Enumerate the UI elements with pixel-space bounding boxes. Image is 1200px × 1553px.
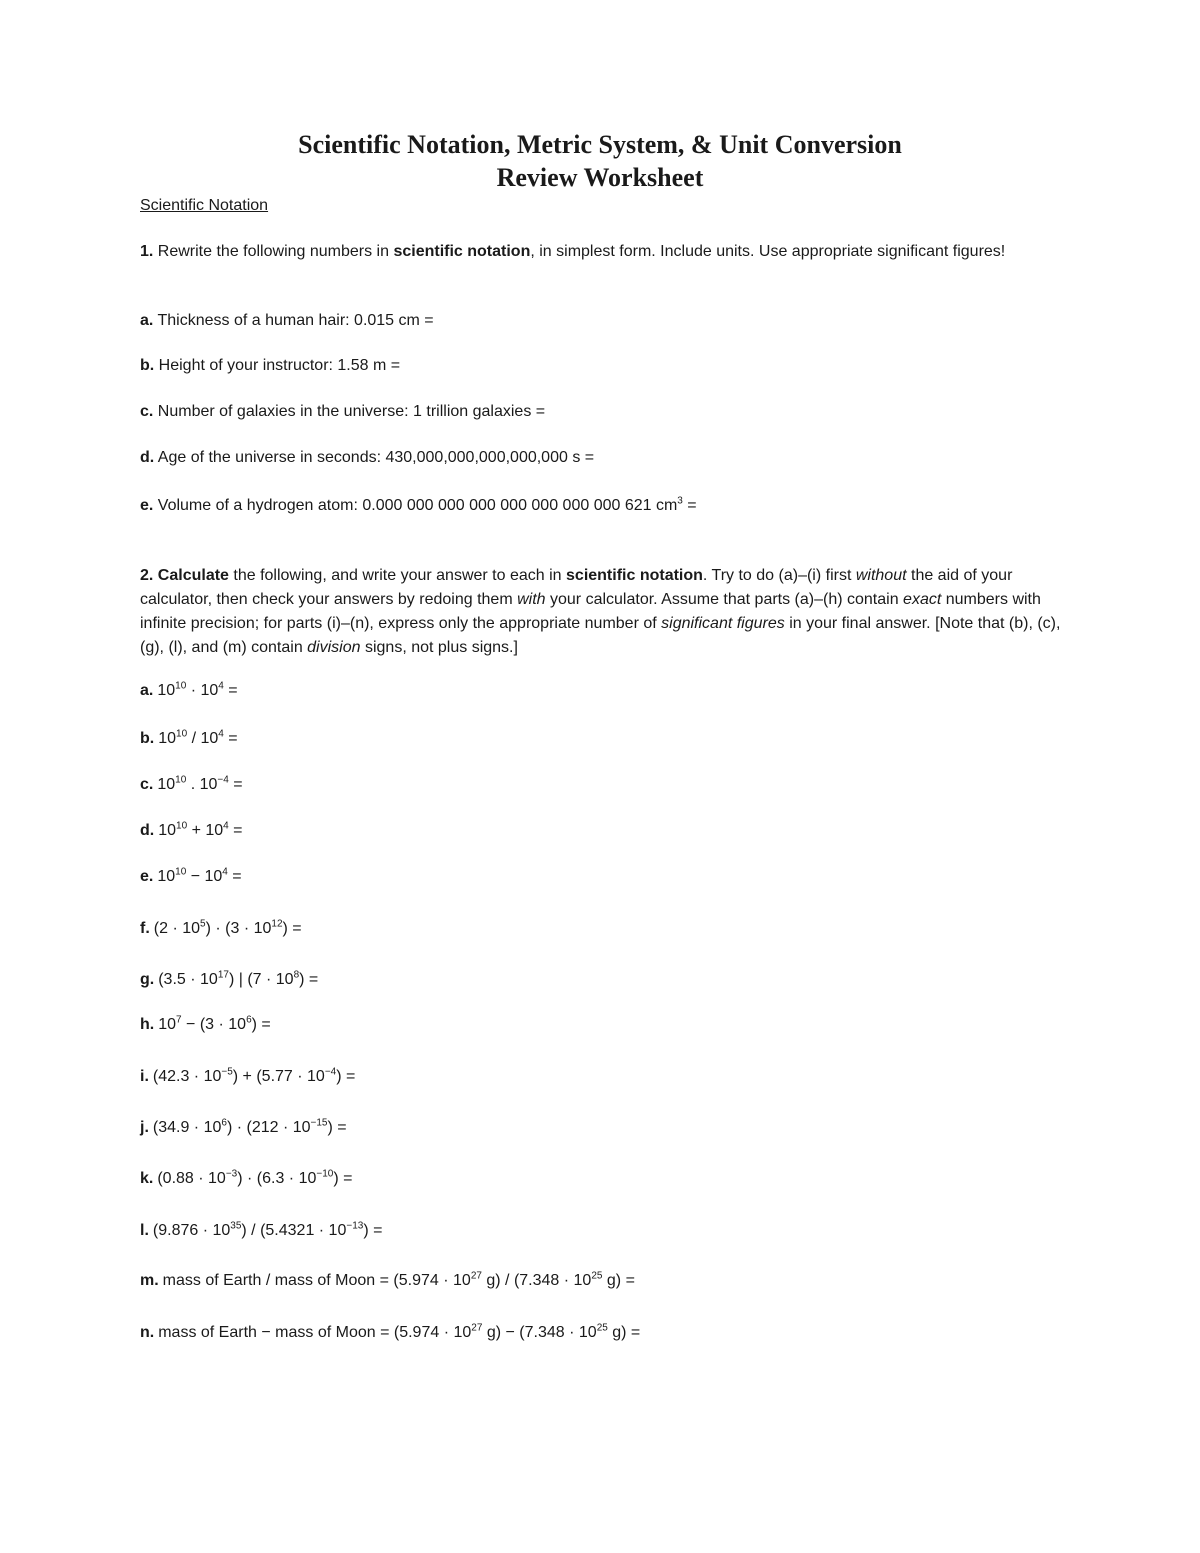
problem-2f: f. $(2 \cdot 10^5) \cdot (3 \cdot 10^{12})$ = <box>140 918 302 937</box>
question-1-instructions: 1. Rewrite the following numbers in scientific notation, in simplest form. Include units. Use appropriate significant figures! <box>140 243 1006 260</box>
problem-2h: h. $10^7 - (3 \cdot 10^6)$ = <box>140 1014 271 1033</box>
question-1b: b. Height of your instructor: 1.58 m = <box>140 357 401 374</box>
problem-2i: i. $(42.3 \cdot 10^{-5}) + (5.77 \cdot 10^{-4})$ = <box>140 1066 356 1085</box>
question-1e: e. Volume of a hydrogen atom: 0.000 000 000 000 000 000 000 000 621 $cm^3$ = <box>140 495 697 514</box>
section-heading-scientific-notation: Scientific Notation <box>140 197 269 214</box>
problem-2k: k. $(0.88 \cdot 10^{-3}) \cdot (6.3 \cdot 10^{-10})$ = <box>140 1168 353 1187</box>
problem-2m: m. mass of Earth / mass of Moon = ($5.974 \cdot 10^{27}$ $g) / (7.348 \cdot 10^{25}$ g) = <box>140 1270 635 1289</box>
problem-2b: b. $10^{10} / 10^4$ = <box>140 728 238 747</box>
question-1-number: 1. <box>140 243 154 260</box>
worksheet-title: Scientific Notation, Metric System, & Unit Conversion <box>298 130 902 159</box>
problem-2a: a. $10^{10} \cdot 10^4$ = <box>140 680 238 699</box>
problem-2n: n. mass of Earth − mass of Moon = ($5.974 \cdot 10^{27}$ $g) - (7.348 \cdot 10^{25}$ g) = <box>140 1322 641 1341</box>
term-scientific-notation: scientific notation <box>393 243 531 260</box>
question-1c: c. Number of galaxies in the universe: 1 trillion galaxies = <box>140 403 546 420</box>
question-1d: d. Age of the universe in seconds: 430,000,000,000,000,000 s = <box>140 449 595 466</box>
problem-2c: c. $10^{10}$ . $10^{-4}$ = <box>140 774 243 793</box>
problem-2d: d. $10^{10} + 10^4$ = <box>140 820 243 839</box>
question-2-number: 2. <box>140 567 154 584</box>
problem-2g: g. $(3.5 \cdot 10^{17})$ | $(7 \cdot 10^8)$ = <box>140 969 319 988</box>
worksheet-subtitle: Review Worksheet <box>496 163 704 192</box>
problem-2j: j. $(34.9 \cdot 10^6) \cdot (212 \cdot 10^{-15})$ = <box>140 1117 347 1136</box>
problem-2l: l. $(9.876 \cdot 10^{35}) / (5.4321 \cdot 10^{-13})$ = <box>140 1220 383 1239</box>
question-1a: a. Thickness of a human hair: 0.015 cm = <box>140 312 434 329</box>
question-2-instructions: 2. Calculate the following, and write your answer to each in scientific notation. Try to do (a)–(i) first without the aid of your calculator, then check your answers by redoing them with your calculator. Assume that parts (a)–(h) contain exact numbers with infinite precision; for parts (i)–(n), express only the appropriate number of significant figures in your final answer. [Note that (b), (c), (g), (l), and (m) contain division signs, not plus signs.] <box>140 567 1061 656</box>
problem-2e: e. $10^{10} - 10^4$ = <box>140 866 242 885</box>
